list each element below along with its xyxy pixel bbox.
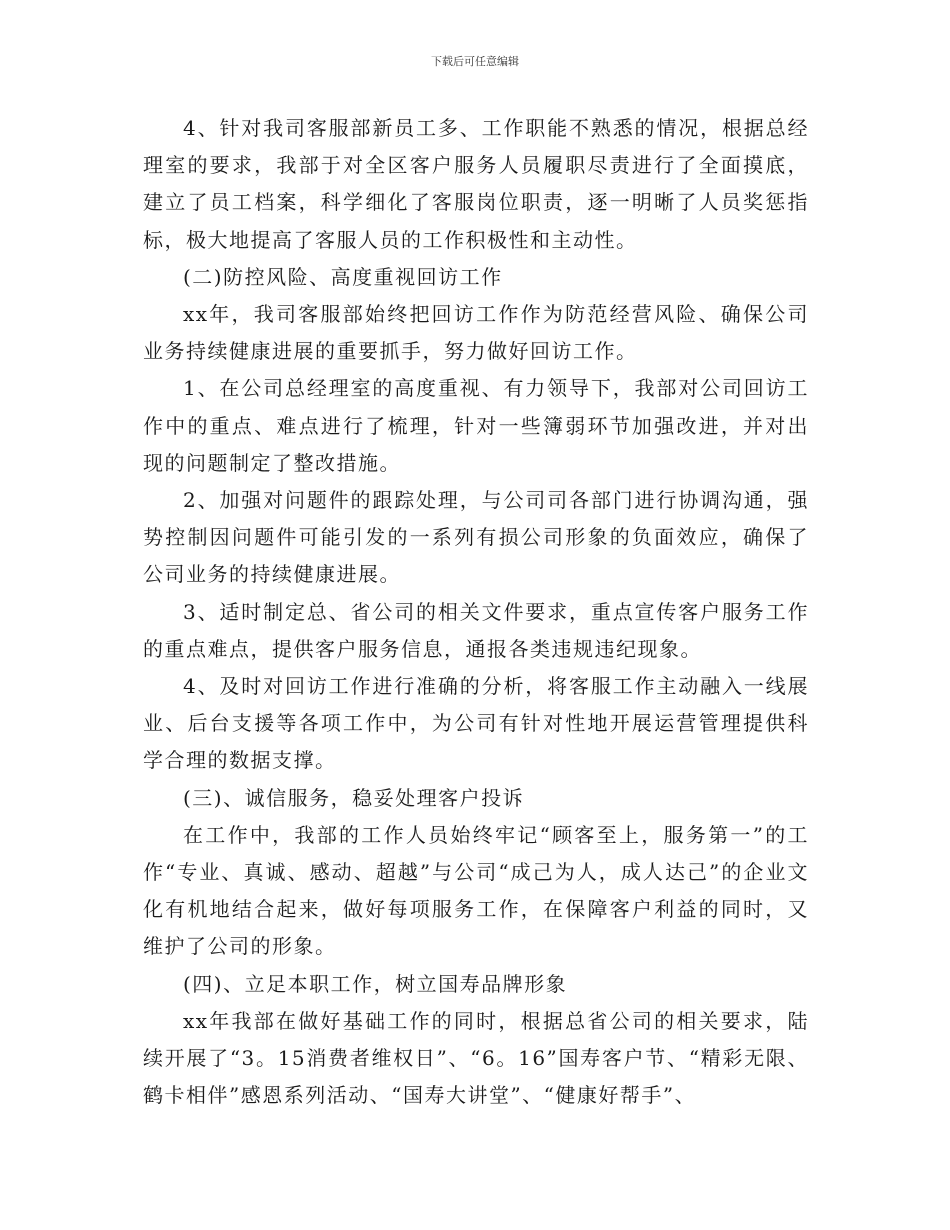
paragraph-9: 在工作中，我部的工作人员始终牢记“顾客至上，服务第一”的工作“专业、真诚、感动、超越”与公司“成己为人，成人达己”的企业文化有机地结合起来，做好每项服务工作，在保障客户利益的同时，又维护了公司的形象。 bbox=[143, 822, 809, 959]
section-heading-2: (二)防控风险、高度重视回访工作 bbox=[183, 264, 503, 289]
section-heading-3: (三)、诚信服务，稳妥处理客户投诉 bbox=[183, 785, 525, 810]
paragraph-1: 4、针对我司客服部新员工多、工作职能不熟悉的情况，根据总经理室的要求，我部于对全区客户服务人员履职尽责进行了全面摸底，建立了员工档案，科学细化了客服岗位职责，逐一明晰了人员奖惩指标，极大地提高了客服人员的工作积极性和主动性。 bbox=[143, 116, 809, 252]
paragraph-11: xx年我部在做好基础工作的同时，根据总省公司的相关要求，陆续开展了“3。15消费者维权日”、“6。16”国寿客户节、“精彩无限、鹤卡相伴”感恩系列活动、“国寿大讲堂”、“健康好帮手”、 bbox=[143, 1008, 809, 1108]
paragraph-3: xx年，我司客服部始终把回访工作作为防范经营风险、确保公司业务持续健康进展的重要抓手，努力做好回访工作。 bbox=[143, 302, 809, 364]
paragraph-4: 1、在公司总经理室的高度重视、有力领导下，我部对公司回访工作中的重点、难点进行了梳理，针对一些簿弱环节加强改进，并对出现的问题制定了整改措施。 bbox=[143, 376, 809, 475]
page-header: 下载后可任意编辑 bbox=[431, 55, 519, 68]
paragraph-7: 4、及时对回访工作进行准确的分析，将客服工作主动融入一线展业、后台支援等各项工作中，为公司有针对性地开展运营管理提供科学合理的数据支撑。 bbox=[143, 674, 809, 773]
paragraph-5: 2、加强对问题件的跟踪处理，与公司司各部门进行协调沟通，强势控制因问题件可能引发的一系列有损公司形象的负面效应，确保了公司业务的持续健康进展。 bbox=[143, 488, 809, 587]
document-body bbox=[143, 110, 809, 1114]
paragraph-6: 3、适时制定总、省公司的相关文件要求，重点宣传客户服务工作的重点难点，提供客户服务信息，通报各类违规违纪现象。 bbox=[143, 599, 809, 661]
section-heading-4: (四)、立足本职工作，树立国寿品牌形象 bbox=[183, 971, 568, 996]
